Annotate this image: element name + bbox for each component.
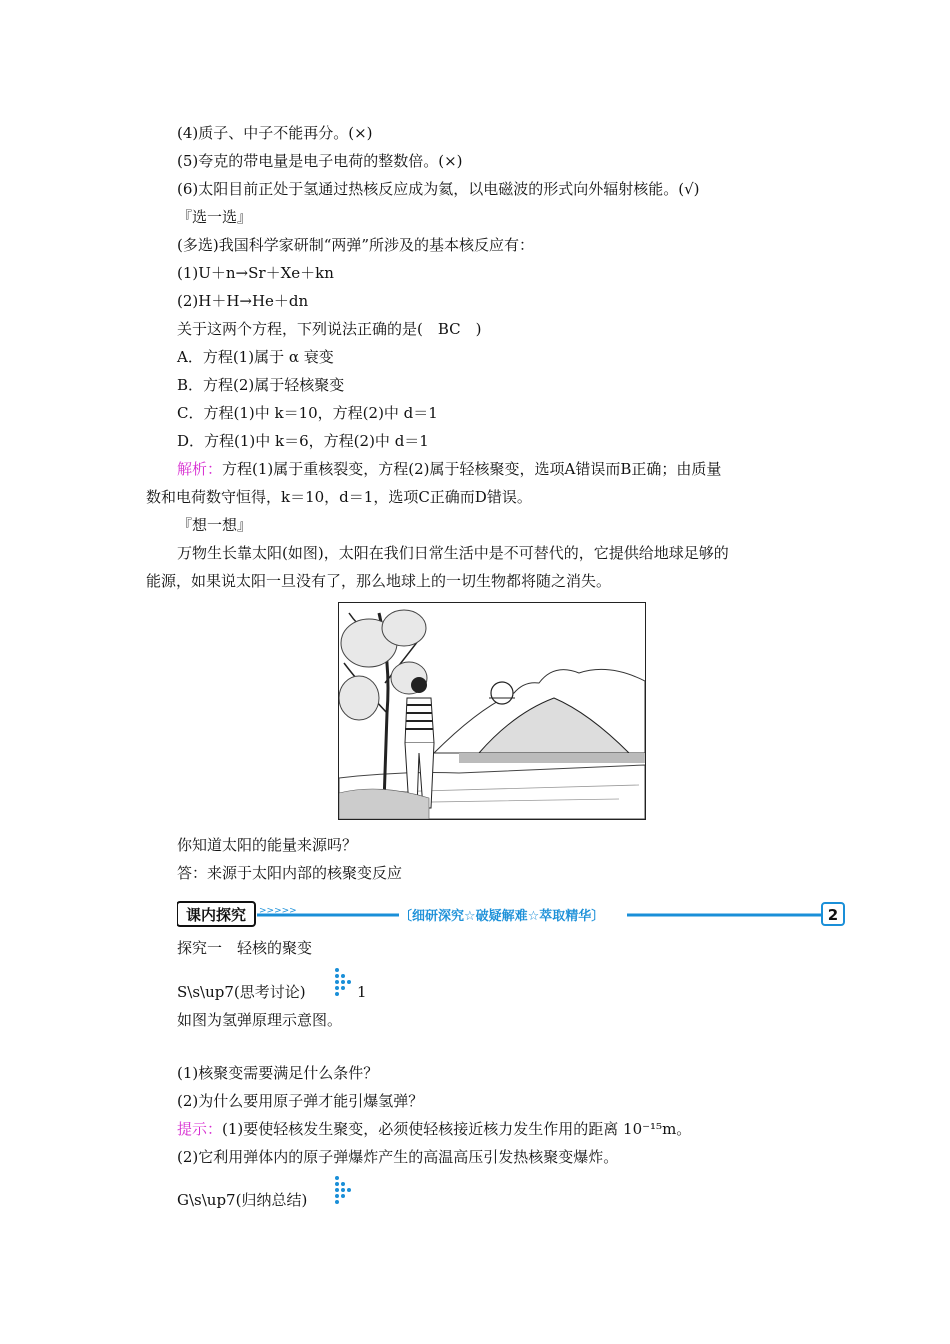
option-a: A．方程(1)属于 α 衰变 (177, 348, 334, 366)
hint-label: 提示： (177, 1120, 223, 1138)
think-line-2: 能源，如果说太阳一旦没有了，那么地球上的一切生物都将随之消失。 (146, 572, 612, 590)
select-question: 关于这两个方程，下列说法正确的是( BC ) (177, 320, 482, 338)
section-banner (177, 899, 847, 929)
judge-item-6: (6)太阳目前正处于氢通过热核反应成为氦，以电磁波的形式向外辐射核能。(√) (177, 180, 700, 198)
discuss-label: S\s\up7(思考讨论) (177, 983, 306, 1001)
analysis-line-2: 数和电荷数守恒得，k＝10，d＝1，选项C正确而D错误。 (146, 488, 532, 506)
triple-chevron-icon (333, 1175, 355, 1209)
hint-line-1 (177, 1119, 691, 1139)
judge-item-4: (4)质子、中子不能再分。(×) (177, 124, 373, 142)
select-stem: (多选)我国科学家研制“两弹”所涉及的基本核反应有： (177, 236, 535, 254)
question-1: (1)核聚变需要满足什么条件？ (177, 1064, 379, 1082)
landscape-drawing (339, 603, 645, 819)
select-heading: 『选一选』 (177, 208, 253, 226)
analysis-label: 解析： (177, 460, 223, 478)
summary-label: G\s\up7(归纳总结) (177, 1191, 308, 1209)
question-2: (2)为什么要用原子弹才能引爆氢弹？ (177, 1092, 424, 1110)
hint-line-2: (2)它利用弹体内的原子弹爆炸产生的高温高压引发热核聚变爆炸。 (177, 1148, 619, 1166)
option-d: D．方程(1)中 k＝6，方程(2)中 d＝1 (177, 432, 429, 450)
banner-number: 2 (827, 906, 839, 924)
analysis-line-1 (177, 459, 721, 479)
think-line-1: 万物生长靠太阳(如图)，太阳在我们日常生活中是不可替代的，它提供给地球足够的 (177, 544, 729, 562)
explore-title: 探究一 轻核的聚变 (177, 939, 313, 957)
equation-2: (2)H＋H→He＋dn (177, 292, 309, 310)
banner-graphic (177, 899, 847, 929)
sun-landscape-illustration (338, 602, 646, 820)
think-heading: 『想一想』 (177, 516, 253, 534)
think-answer: 答：来源于太阳内部的核聚变反应 (177, 864, 403, 882)
discuss-number: 1 (357, 983, 367, 1001)
banner-slogan: 〔细研深究☆破疑解难☆萃取精华〕 (399, 909, 605, 924)
analysis-text: 方程(1)属于重核裂变，方程(2)属于轻核聚变，选项A错误而B正确；由质量 (222, 460, 722, 478)
banner-title: 课内探究 (185, 906, 247, 924)
figure-caption: 如图为氢弹原理示意图。 (177, 1011, 343, 1029)
equation-1: (1)U＋n→Sr＋Xe＋kn (177, 264, 334, 282)
judge-item-5: (5)夸克的带电量是电子电荷的整数倍。(×) (177, 152, 463, 170)
banner-chevrons: >>>>> (259, 906, 297, 916)
hint-text: (1)要使轻核发生聚变，必须使轻核接近核力发生作用的距离 10⁻¹⁵m。 (222, 1120, 692, 1138)
think-question: 你知道太阳的能量来源吗？ (177, 836, 358, 854)
triple-chevron-icon (333, 967, 355, 1001)
option-c: C．方程(1)中 k＝10，方程(2)中 d＝1 (177, 404, 438, 422)
option-b: B．方程(2)属于轻核聚变 (177, 376, 345, 394)
